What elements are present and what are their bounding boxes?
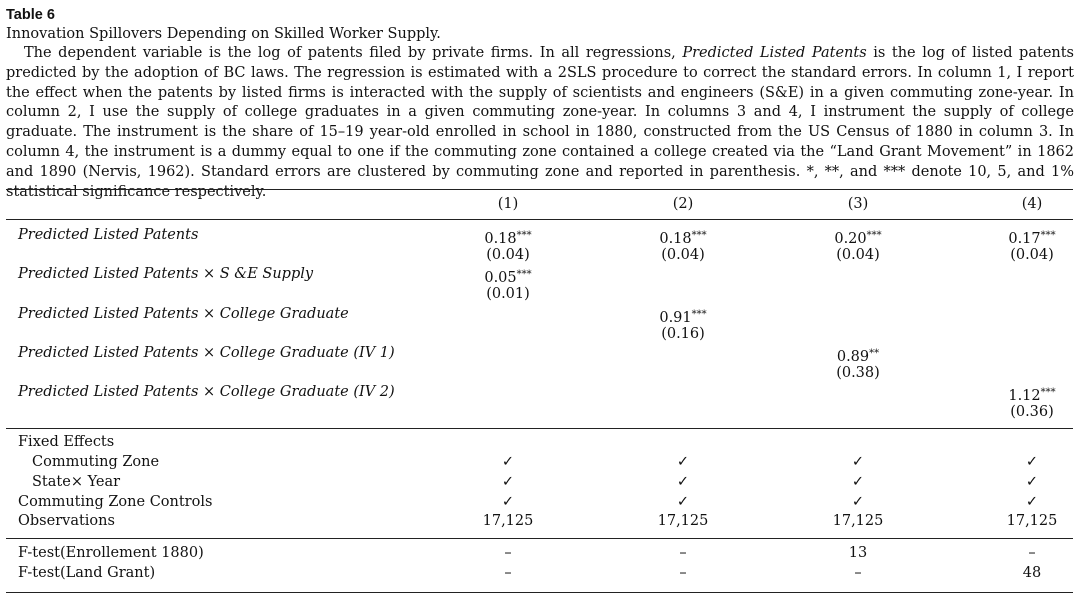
- checkmark-icon: ✓: [1025, 474, 1039, 490]
- significance-stars: ***: [516, 269, 532, 280]
- standard-error: (0.04): [836, 247, 880, 263]
- ftest-label: [18, 544, 204, 564]
- row-label-text: Predicted Listed Patents × S &E Supply: [18, 266, 314, 282]
- significance-stars: ***: [866, 230, 882, 241]
- checkmark-icon: ✓: [676, 454, 690, 470]
- ftest-value: –: [679, 565, 687, 581]
- checkmark-icon: ✓: [851, 494, 865, 510]
- top-rule: [6, 189, 1073, 190]
- column-header-3: (3): [847, 196, 869, 212]
- standard-error: (0.38): [836, 365, 880, 381]
- table-number: Table 6: [6, 7, 55, 23]
- observations-value: 17,125: [1006, 513, 1058, 529]
- coef-value: 0.18: [484, 231, 517, 247]
- coef-value: 0.20: [834, 231, 867, 247]
- checkmark-icon: ✓: [501, 474, 515, 490]
- ftest-value: 48: [1022, 565, 1042, 581]
- standard-error: (0.01): [486, 286, 530, 302]
- standard-error: (0.04): [1010, 247, 1054, 263]
- observations-value: 17,125: [657, 513, 709, 529]
- significance-stars: ***: [1040, 387, 1056, 398]
- table-caption: [6, 44, 1074, 202]
- row-label-text: Predicted Listed Patents: [18, 227, 199, 243]
- fixed-effects-header: Fixed Effects: [18, 434, 115, 450]
- checkmark-icon: ✓: [851, 454, 865, 470]
- row-label: [18, 344, 395, 364]
- checkmark-icon: ✓: [501, 454, 515, 470]
- significance-stars: ***: [691, 230, 707, 241]
- significance-stars: ***: [516, 230, 532, 241]
- coef-value: 0.17: [1008, 231, 1041, 247]
- checkmark-icon: ✓: [1025, 454, 1039, 470]
- ftest-value: –: [854, 565, 862, 581]
- ftest-value: –: [1028, 545, 1036, 561]
- column-header-2: (2): [672, 196, 694, 212]
- ftest-rule: [6, 538, 1073, 539]
- observations-value: 17,125: [832, 513, 884, 529]
- checkmark-icon: ✓: [676, 474, 690, 490]
- row-label-text: Predicted Listed Patents × College Graduate (IV 2): [18, 384, 395, 400]
- coef-value: 0.91: [659, 310, 692, 326]
- checkmark-icon: ✓: [851, 474, 865, 490]
- mid-rule: [6, 428, 1073, 429]
- row-label: [18, 226, 198, 246]
- significance-stars: **: [869, 348, 880, 359]
- standard-error: (0.04): [486, 247, 530, 263]
- table-title: Innovation Spillovers Depending on Skilled Worker Supply.: [6, 26, 441, 42]
- column-header-4: (4): [1021, 196, 1043, 212]
- row-label-text: Predicted Listed Patents × College Graduate: [18, 306, 349, 322]
- row-label: [18, 305, 349, 325]
- fe-row-label: Observations: [18, 513, 115, 529]
- fe-row-label: Commuting Zone: [32, 454, 160, 470]
- ftest-value: 13: [848, 545, 868, 561]
- observations-value: 17,125: [482, 513, 534, 529]
- caption-part2: is the log of listed patents predicted by the adoption of BC laws. The regression is estimated with a 2SLS procedure to correct the standard errors. In column 1, I report the effect when the patents by listed firms is interacted with the supply of scientists and engineers (S&E) in a given commuting zone-year. In column 2, I use the supply of college graduates in a given commuting zone-year. In columns 3 and 4, I instrument the supply of college graduate. The instrument is the share of 15–19 year-old enrolled in school in 1880, constructed from the US Census of 1880 in column 3. In column 4, the instrument is a dummy equal to one if the commuting zone contained a college created via the “Land Grant Movement” in 1862 and 1890 (Nervis, 1962). Standard errors are clustered by commuting zone and reported in parenthesis. *, **, and *** denote 10, 5, and 1% statistical significance respectively.: [6, 45, 1075, 200]
- significance-stars: ***: [691, 309, 707, 320]
- caption-italic-term: Predicted Listed Patents: [682, 45, 867, 61]
- coef-value: 0.05: [484, 270, 517, 286]
- ftest-label-text: F-test(Land Grant): [18, 565, 156, 581]
- row-label: [18, 265, 313, 285]
- ftest-label: [18, 564, 155, 584]
- ftest-value: –: [504, 565, 512, 581]
- fe-row-label: Commuting Zone Controls: [18, 494, 213, 510]
- coef-value: 0.89: [836, 349, 870, 365]
- bottom-rule: [6, 592, 1073, 593]
- caption-part1: The dependent variable is the log of patents filed by private firms. In all regressions,: [24, 45, 683, 61]
- coef-value: 0.18: [659, 231, 692, 247]
- ftest-value: –: [504, 545, 512, 561]
- coef-value: 1.12: [1008, 388, 1041, 404]
- checkmark-icon: ✓: [501, 494, 515, 510]
- row-label: [18, 383, 395, 403]
- ftest-label-text: F-test(Enrollement 1880): [18, 545, 204, 561]
- standard-error: (0.16): [661, 326, 705, 342]
- ftest-value: –: [679, 545, 687, 561]
- standard-error: (0.36): [1010, 404, 1054, 420]
- column-header-1: (1): [497, 196, 519, 212]
- fe-row-label: State× Year: [32, 474, 121, 490]
- significance-stars: ***: [1040, 230, 1056, 241]
- header-rule: [6, 219, 1073, 220]
- checkmark-icon: ✓: [1025, 494, 1039, 510]
- checkmark-icon: ✓: [676, 494, 690, 510]
- row-label-text: Predicted Listed Patents × College Graduate (IV 1): [18, 345, 395, 361]
- standard-error: (0.04): [661, 247, 705, 263]
